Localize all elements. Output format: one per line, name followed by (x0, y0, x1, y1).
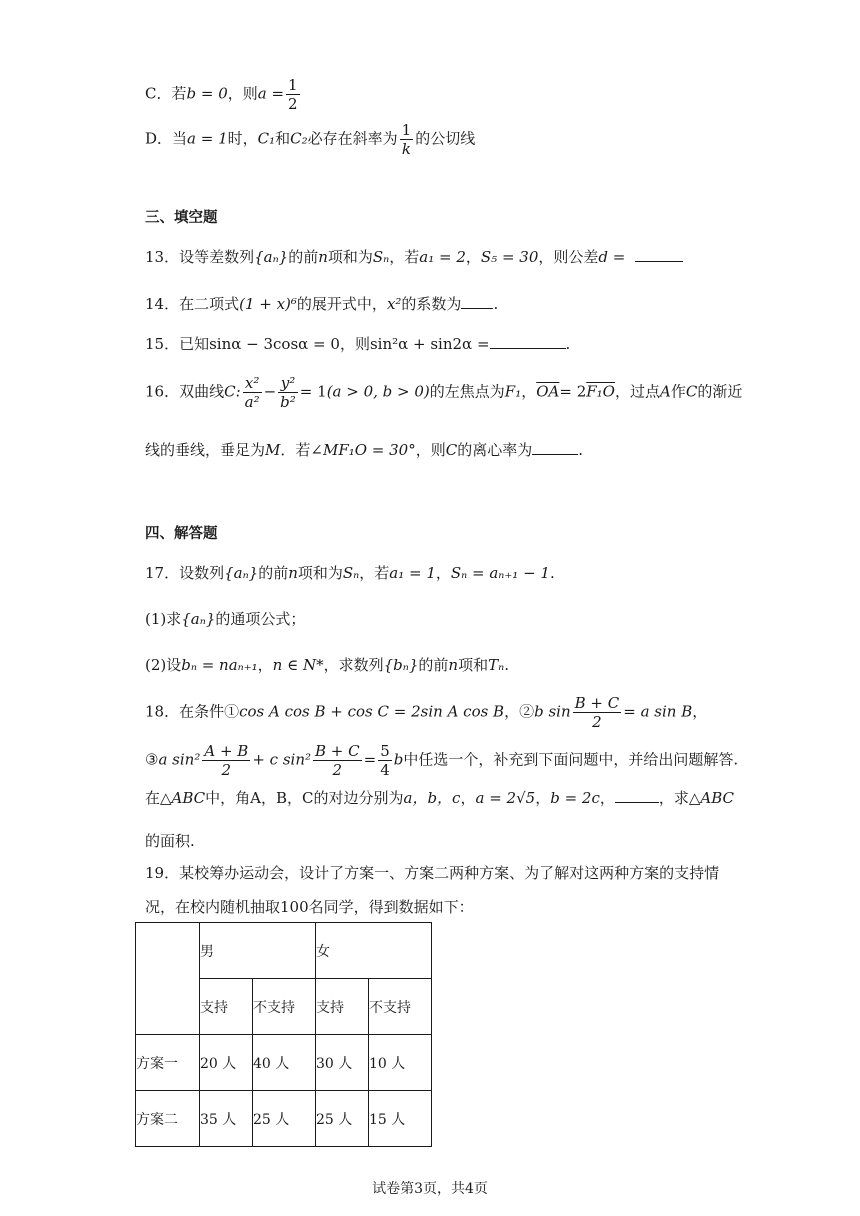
option-d-rest1: 必存在斜率为 (307, 129, 398, 148)
table-cell: 25 人 (253, 1091, 316, 1147)
table-cell: 25 人 (316, 1091, 369, 1147)
q14-end: . (493, 295, 499, 313)
q16-t2: ，过点 (614, 382, 660, 401)
table-group-header: 女 (316, 923, 432, 979)
q16-t4: 的渐近 (697, 382, 743, 401)
q17-end: . (549, 564, 555, 582)
question-13 (145, 245, 683, 269)
q17-2-bn: bₙ = naₙ₊₁ (181, 656, 258, 674)
option-c-res: a = (257, 84, 285, 103)
q13-text: 13．设等差数列 (145, 248, 255, 266)
q18-c2a: b sin (534, 702, 571, 721)
q15-expr2: sin²α + sin2α = (369, 335, 490, 353)
q16-pre: 16．双曲线 (145, 382, 225, 401)
question-16-line-2 (145, 438, 583, 462)
fraction-den: 2 (592, 713, 602, 731)
q18-abc: a，b，c (403, 789, 461, 807)
fraction-num: y² (278, 374, 298, 393)
answer-blank-16[interactable] (532, 440, 578, 455)
question-16-line-1 (145, 374, 742, 411)
table-group-row (136, 923, 432, 979)
option-d-mid: 时， (227, 129, 258, 148)
table-cell: 30 人 (316, 1035, 369, 1091)
q17-1-text: (1)求 (145, 610, 182, 628)
q18-c2b: = a sin B (623, 702, 693, 721)
q16-eq2: = 2 (559, 382, 587, 401)
question-18-line-2 (145, 742, 738, 779)
q18-l2-tail: 中任选一个，补充到下面问题中，并给出问题解答. (403, 750, 739, 769)
q13-n: n (318, 248, 328, 266)
q16-minus: − (263, 382, 277, 401)
fraction-den: 2 (288, 95, 298, 113)
fraction-num: x² (243, 374, 262, 393)
q13-s: Sₙ (372, 248, 390, 266)
q16-c: C: (224, 382, 241, 401)
fraction-num: B + C (315, 742, 360, 760)
q16-frac-x (243, 374, 262, 411)
q17-2-b: 的前 (418, 656, 449, 674)
answer-blank-14[interactable] (461, 294, 493, 309)
fraction-den: 2 (332, 761, 343, 779)
q17-1-seq: {aₙ} (181, 610, 216, 628)
option-d-rest2: 的公切线 (415, 129, 476, 148)
q16-f1: F₁ (504, 382, 522, 401)
q16-t3: 作 (670, 382, 686, 401)
question-18-line-4: 的面积. (145, 832, 195, 850)
q17-2-text: (2)设 (145, 656, 182, 674)
q18-l3d: ，求 (658, 789, 689, 807)
option-c-fraction (286, 76, 300, 113)
survey-table (135, 922, 432, 1147)
fraction-den: k (401, 140, 411, 158)
q18-frac-ab (202, 742, 250, 779)
q17-n: n (288, 564, 298, 582)
q18-frac-bc2 (313, 742, 362, 779)
q17-2-end: . (504, 656, 509, 674)
table-subheader: 不支持 (369, 979, 432, 1035)
question-14 (145, 292, 498, 316)
q16-cond: (a > 0, b > 0) (326, 382, 430, 401)
q17-text: 17．设数列 (145, 564, 225, 582)
q17-2-t: Tₙ (488, 656, 505, 674)
q16-vector-f1o: F₁O (586, 382, 615, 401)
option-d-c1: C₁ (257, 129, 276, 148)
q16-eq: = 1 (299, 382, 327, 401)
q16-t1: 的左焦点为 (429, 382, 505, 401)
fraction-den: 2 (221, 761, 232, 779)
fraction-den: a² (244, 393, 260, 411)
q18-c3c: = (363, 750, 377, 769)
q14-x2: x² (386, 295, 402, 313)
q15-end: . (565, 335, 571, 353)
q13-d: ，则公差 (538, 248, 599, 266)
q16-l2c: ，则 (415, 441, 446, 459)
q18-sep1: ，② (504, 702, 535, 721)
q13-b: 项和为 (327, 248, 373, 266)
question-19-line-2: 况，在校内随机抽取100名同学，得到数据如下： (145, 898, 474, 916)
q18-l3b: 中，角A，B，C的对边分别为 (205, 789, 404, 807)
q16-a: A (660, 382, 671, 401)
option-d-text: D．当 (145, 129, 188, 148)
q14-expr: (1 + x)⁶ (239, 295, 297, 313)
q18-sep2: ， (692, 702, 708, 721)
q13-seq: {aₙ} (254, 248, 289, 266)
question-17-part-1 (145, 607, 305, 631)
q17-rel: Sₙ = aₙ₊₁ − 1 (450, 564, 550, 582)
q17-1-rest: 的通项公式； (215, 610, 306, 628)
fraction-num: 5 (380, 742, 390, 760)
q16-comma: ， (521, 382, 537, 401)
question-17 (145, 561, 555, 585)
question-18-line-3 (145, 786, 734, 810)
q17-2-n: n (448, 656, 459, 674)
q18-triangle-2: △ABC (688, 789, 735, 807)
q17-2-a: ，求数列 (323, 656, 384, 674)
q13-comma: ， (465, 248, 481, 266)
answer-blank-18[interactable] (615, 788, 659, 803)
q14-text: 14．在二项式 (145, 295, 240, 313)
q13-dvar: d = (598, 248, 626, 266)
question-17-part-2 (145, 653, 509, 677)
fraction-num: A + B (204, 742, 249, 760)
q17-c: ，若 (359, 564, 390, 582)
q16-vector-oa: $\overline{OA}$ (536, 382, 560, 401)
table-cell: 10 人 (369, 1035, 432, 1091)
q15-text: 15．已知 (145, 335, 210, 353)
option-c-cond: b = 0 (186, 84, 228, 103)
q17-comma: ， (435, 564, 451, 582)
q14-b: 的系数为 (401, 295, 462, 313)
section-heading-fill-in: 三、填空题 (145, 210, 218, 226)
fraction-num: 1 (401, 121, 412, 139)
table-subheader: 不支持 (253, 979, 316, 1035)
q18-bval: b = 2c (550, 789, 600, 807)
q18-triangle: △ABC (160, 789, 206, 807)
q18-l3c: ， (599, 789, 615, 807)
fraction-num: B + C (574, 694, 620, 712)
fraction-den: 4 (380, 761, 390, 779)
answer-blank-13[interactable] (635, 247, 683, 262)
q15-expr: sinα − 3cosα = 0 (209, 335, 340, 353)
q13-c: ，若 (389, 248, 420, 266)
option-d (145, 121, 475, 158)
question-19-line-1: 19．某校筹办运动会，设计了方案一、方案二两种方案、为了解对这两种方案的支持情 (145, 864, 720, 882)
table-corner-cell (136, 923, 200, 1035)
q13-a: 的前 (288, 248, 319, 266)
q16-l2a: 线的垂线，垂足为 (145, 441, 266, 459)
section-heading-solutions: 四、解答题 (145, 526, 218, 542)
table-subheader: 支持 (316, 979, 369, 1035)
q17-a: 的前 (258, 564, 289, 582)
q18-l1: 18．在条件① (145, 702, 240, 721)
q17-2-seq: {bₙ} (383, 656, 419, 674)
table-row-label: 方案一 (136, 1035, 200, 1091)
q15-a: ，则 (339, 335, 370, 353)
q17-s: Sₙ (342, 564, 360, 582)
q16-end: . (578, 441, 584, 459)
option-d-fraction (400, 121, 414, 158)
table-cell: 15 人 (369, 1091, 432, 1147)
q18-comma: ， (460, 789, 476, 807)
q17-2-comma: ， (257, 656, 273, 674)
q17-2-dom: n ∈ N* (272, 656, 324, 674)
q16-c3: C (445, 441, 458, 459)
q16-l2b: ．若 (280, 441, 311, 459)
question-18-line-1 (145, 694, 707, 731)
q17-2-c: 项和 (458, 656, 489, 674)
q13-a1: a₁ = 2 (419, 248, 466, 266)
table-subheader: 支持 (200, 979, 253, 1035)
option-d-c2: C₂ (290, 129, 308, 148)
option-d-and: 和 (275, 129, 291, 148)
q18-frac-bc (573, 694, 622, 731)
table-cell: 40 人 (253, 1035, 316, 1091)
q16-l2d: 的离心率为 (457, 441, 533, 459)
q17-seq: {aₙ} (224, 564, 259, 582)
q14-a: 的展开式中， (296, 295, 387, 313)
q17-b: 项和为 (297, 564, 343, 582)
q18-frac-54 (378, 742, 392, 779)
table-group-header: 男 (200, 923, 316, 979)
q18-aval: a = 2√5 (475, 789, 536, 807)
question-15 (145, 332, 570, 356)
option-c-text: C．若 (145, 84, 187, 103)
table-cell: 35 人 (200, 1091, 253, 1147)
q18-c3a: a sin² (158, 750, 201, 769)
table-row (136, 1091, 432, 1147)
q16-c2: C (685, 382, 698, 401)
q18-comma2: ， (535, 789, 551, 807)
q18-l2a: ③ (145, 750, 159, 769)
answer-blank-15[interactable] (490, 334, 566, 349)
fraction-den: b² (280, 393, 296, 411)
q18-l3a: 在 (145, 789, 161, 807)
q18-c3b: + c sin² (252, 750, 311, 769)
option-c-mid: ，则 (227, 84, 258, 103)
q16-angle: ∠MF₁O = 30° (310, 441, 416, 459)
option-c (145, 76, 302, 113)
q16-m: M (265, 441, 281, 459)
q17-a1: a₁ = 1 (389, 564, 436, 582)
table-row (136, 1035, 432, 1091)
q13-s5: S₅ = 30 (480, 248, 539, 266)
q16-frac-y (278, 374, 298, 411)
q18-c3e: b (393, 750, 404, 769)
table-cell: 20 人 (200, 1035, 253, 1091)
fraction-num: 1 (288, 76, 298, 94)
table-row-label: 方案二 (136, 1091, 200, 1147)
page-footer: 试卷第3页，共4页 (372, 1181, 488, 1197)
q18-condition-1: cos A cos B + cos C = 2sin A cos B (239, 702, 505, 721)
option-d-cond: a = 1 (187, 129, 228, 148)
